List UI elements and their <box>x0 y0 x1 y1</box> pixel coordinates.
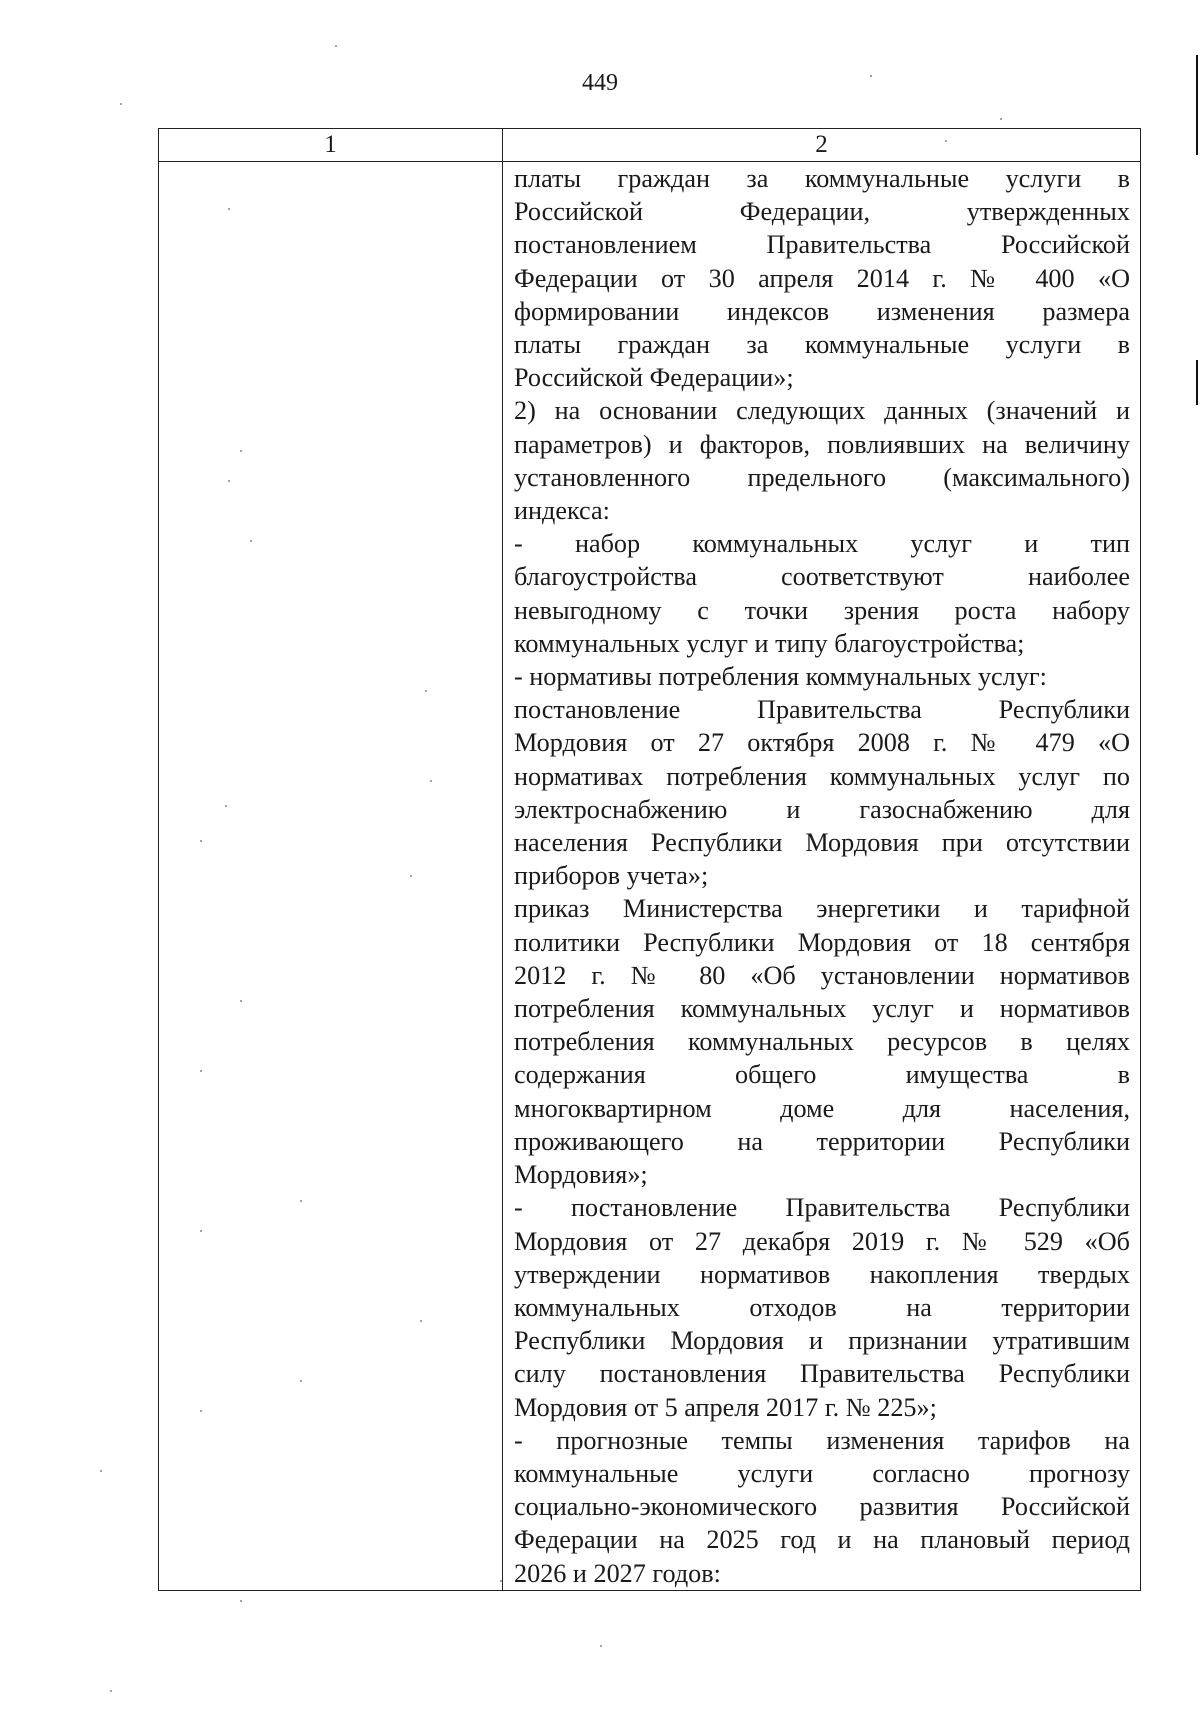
text-paragraph <box>514 1424 1130 1590</box>
text-line: Российской Федерации, утвержденных <box>514 197 1130 227</box>
scan-edge-mark <box>1196 55 1198 155</box>
text-line: параметров) и факторов, повлиявших на величину <box>514 429 1130 459</box>
column-1-cell <box>159 162 503 1591</box>
text-line: коммунальные услуги согласно прогнозу <box>514 1458 1130 1488</box>
text-line: благоустройства соответствуют наиболее <box>514 562 1130 592</box>
text-line: силу постановления Правительства Республики <box>514 1359 1130 1389</box>
text-line: социально-экономического развития Российской <box>514 1492 1130 1522</box>
text-line: - нормативы потребления коммунальных услуг: <box>514 662 1047 692</box>
scan-speck <box>200 1230 202 1232</box>
column-header-1: 1 <box>159 129 503 162</box>
column-2-cell <box>503 162 1141 1591</box>
text-line: формировании индексов изменения размера <box>514 296 1130 326</box>
scan-edge-mark <box>1196 360 1198 405</box>
scan-speck <box>228 480 230 482</box>
scan-speck <box>335 45 337 47</box>
scan-speck <box>200 1070 202 1072</box>
text-line: невыгодному с точки зрения роста набору <box>514 595 1130 625</box>
text-line: потребления коммунальных ресурсов в целях <box>514 1027 1130 1057</box>
scan-speck <box>500 1580 502 1582</box>
column-2-text <box>503 162 1140 1590</box>
scan-speck <box>240 1600 242 1602</box>
scan-speck <box>300 1380 302 1382</box>
text-line: платы граждан за коммунальные услуги в <box>514 164 1130 193</box>
text-paragraph <box>514 527 1130 660</box>
text-line: 2) на основании следующих данных (значений и <box>514 396 1130 426</box>
text-line: - прогнозные темпы изменения тарифов на <box>514 1425 1130 1455</box>
scan-speck <box>200 840 202 842</box>
scan-speck <box>420 1320 422 1322</box>
text-line: проживающего на территории Республики <box>514 1126 1130 1156</box>
text-line: утверждении нормативов накопления твердых <box>514 1259 1130 1289</box>
table-row <box>159 162 1141 1591</box>
scan-speck <box>425 690 427 692</box>
scan-speck <box>228 208 230 210</box>
text-line: населения Республики Мордовия при отсутствии <box>514 828 1130 858</box>
text-paragraph <box>514 660 1130 693</box>
text-paragraph <box>514 892 1130 1191</box>
scan-speck <box>600 1645 602 1647</box>
text-line: Мордовия от 27 октября 2008 г. № 479 «О <box>514 728 1130 758</box>
document-table <box>158 128 1141 1591</box>
text-line: - постановление Правительства Республики <box>514 1193 1130 1223</box>
scan-speck <box>240 1000 242 1002</box>
text-line: потребления коммунальных услуг и нормативов <box>514 994 1130 1024</box>
text-line: приборов учета»; <box>514 861 709 891</box>
scan-speck <box>225 805 227 807</box>
column-header-2: 2 <box>503 129 1141 162</box>
scan-speck <box>945 140 947 142</box>
text-line: содержания общего имущества в <box>514 1060 1130 1090</box>
scan-speck <box>100 1470 102 1472</box>
text-line: нормативах потребления коммунальных услуг по <box>514 761 1130 791</box>
scan-speck <box>300 1200 302 1202</box>
text-line: постановлением Правительства Российской <box>514 230 1130 260</box>
text-line: Мордовия от 27 декабря 2019 г. № 529 «Об <box>514 1226 1130 1256</box>
scan-speck <box>240 450 242 452</box>
text-line: коммунальных услуг и типу благоустройства; <box>514 628 1025 658</box>
text-line: 2026 и 2027 годов: <box>514 1558 721 1588</box>
scan-speck <box>200 1410 202 1412</box>
text-line: Федерации на 2025 год и на плановый период <box>514 1525 1130 1555</box>
text-line: политики Республики Мордовия от 18 сентября <box>514 927 1130 957</box>
text-paragraph <box>514 394 1130 527</box>
text-line: многоквартирном доме для населения, <box>514 1093 1130 1123</box>
scan-speck <box>250 540 252 542</box>
text-line: коммунальных отходов на территории <box>514 1292 1130 1322</box>
text-line: 2012 г. № 80 «Об установлении нормативов <box>514 960 1130 990</box>
text-line: Республики Мордовия и признании утратившим <box>514 1326 1130 1356</box>
page-number: 449 <box>582 70 618 96</box>
table-header-row <box>159 129 1141 162</box>
scan-speck <box>1000 118 1002 120</box>
text-line: Мордовия от 5 апреля 2017 г. № 225»; <box>514 1392 937 1422</box>
text-line: электроснабжению и газоснабжению для <box>514 794 1130 824</box>
text-line: платы граждан за коммунальные услуги в <box>514 330 1130 360</box>
text-line: установленного предельного (максимального) <box>514 462 1130 492</box>
text-line: Мордовия»; <box>514 1160 648 1190</box>
text-paragraph <box>514 693 1130 892</box>
text-line: приказ Министерства энергетики и тарифной <box>514 894 1130 924</box>
scan-speck <box>110 1690 112 1692</box>
scan-speck <box>410 875 412 877</box>
text-line: Федерации от 30 апреля 2014 г. № 400 «О <box>514 263 1130 293</box>
text-line: постановление Правительства Республики <box>514 695 1130 725</box>
text-line: Российской Федерации»; <box>514 363 794 393</box>
scan-speck <box>430 780 432 782</box>
scan-speck <box>120 103 122 105</box>
text-paragraph <box>514 162 1130 394</box>
text-line: индекса: <box>514 496 610 526</box>
text-line: - набор коммунальных услуг и тип <box>514 529 1130 559</box>
scan-speck <box>870 75 872 77</box>
text-paragraph <box>514 1191 1130 1423</box>
